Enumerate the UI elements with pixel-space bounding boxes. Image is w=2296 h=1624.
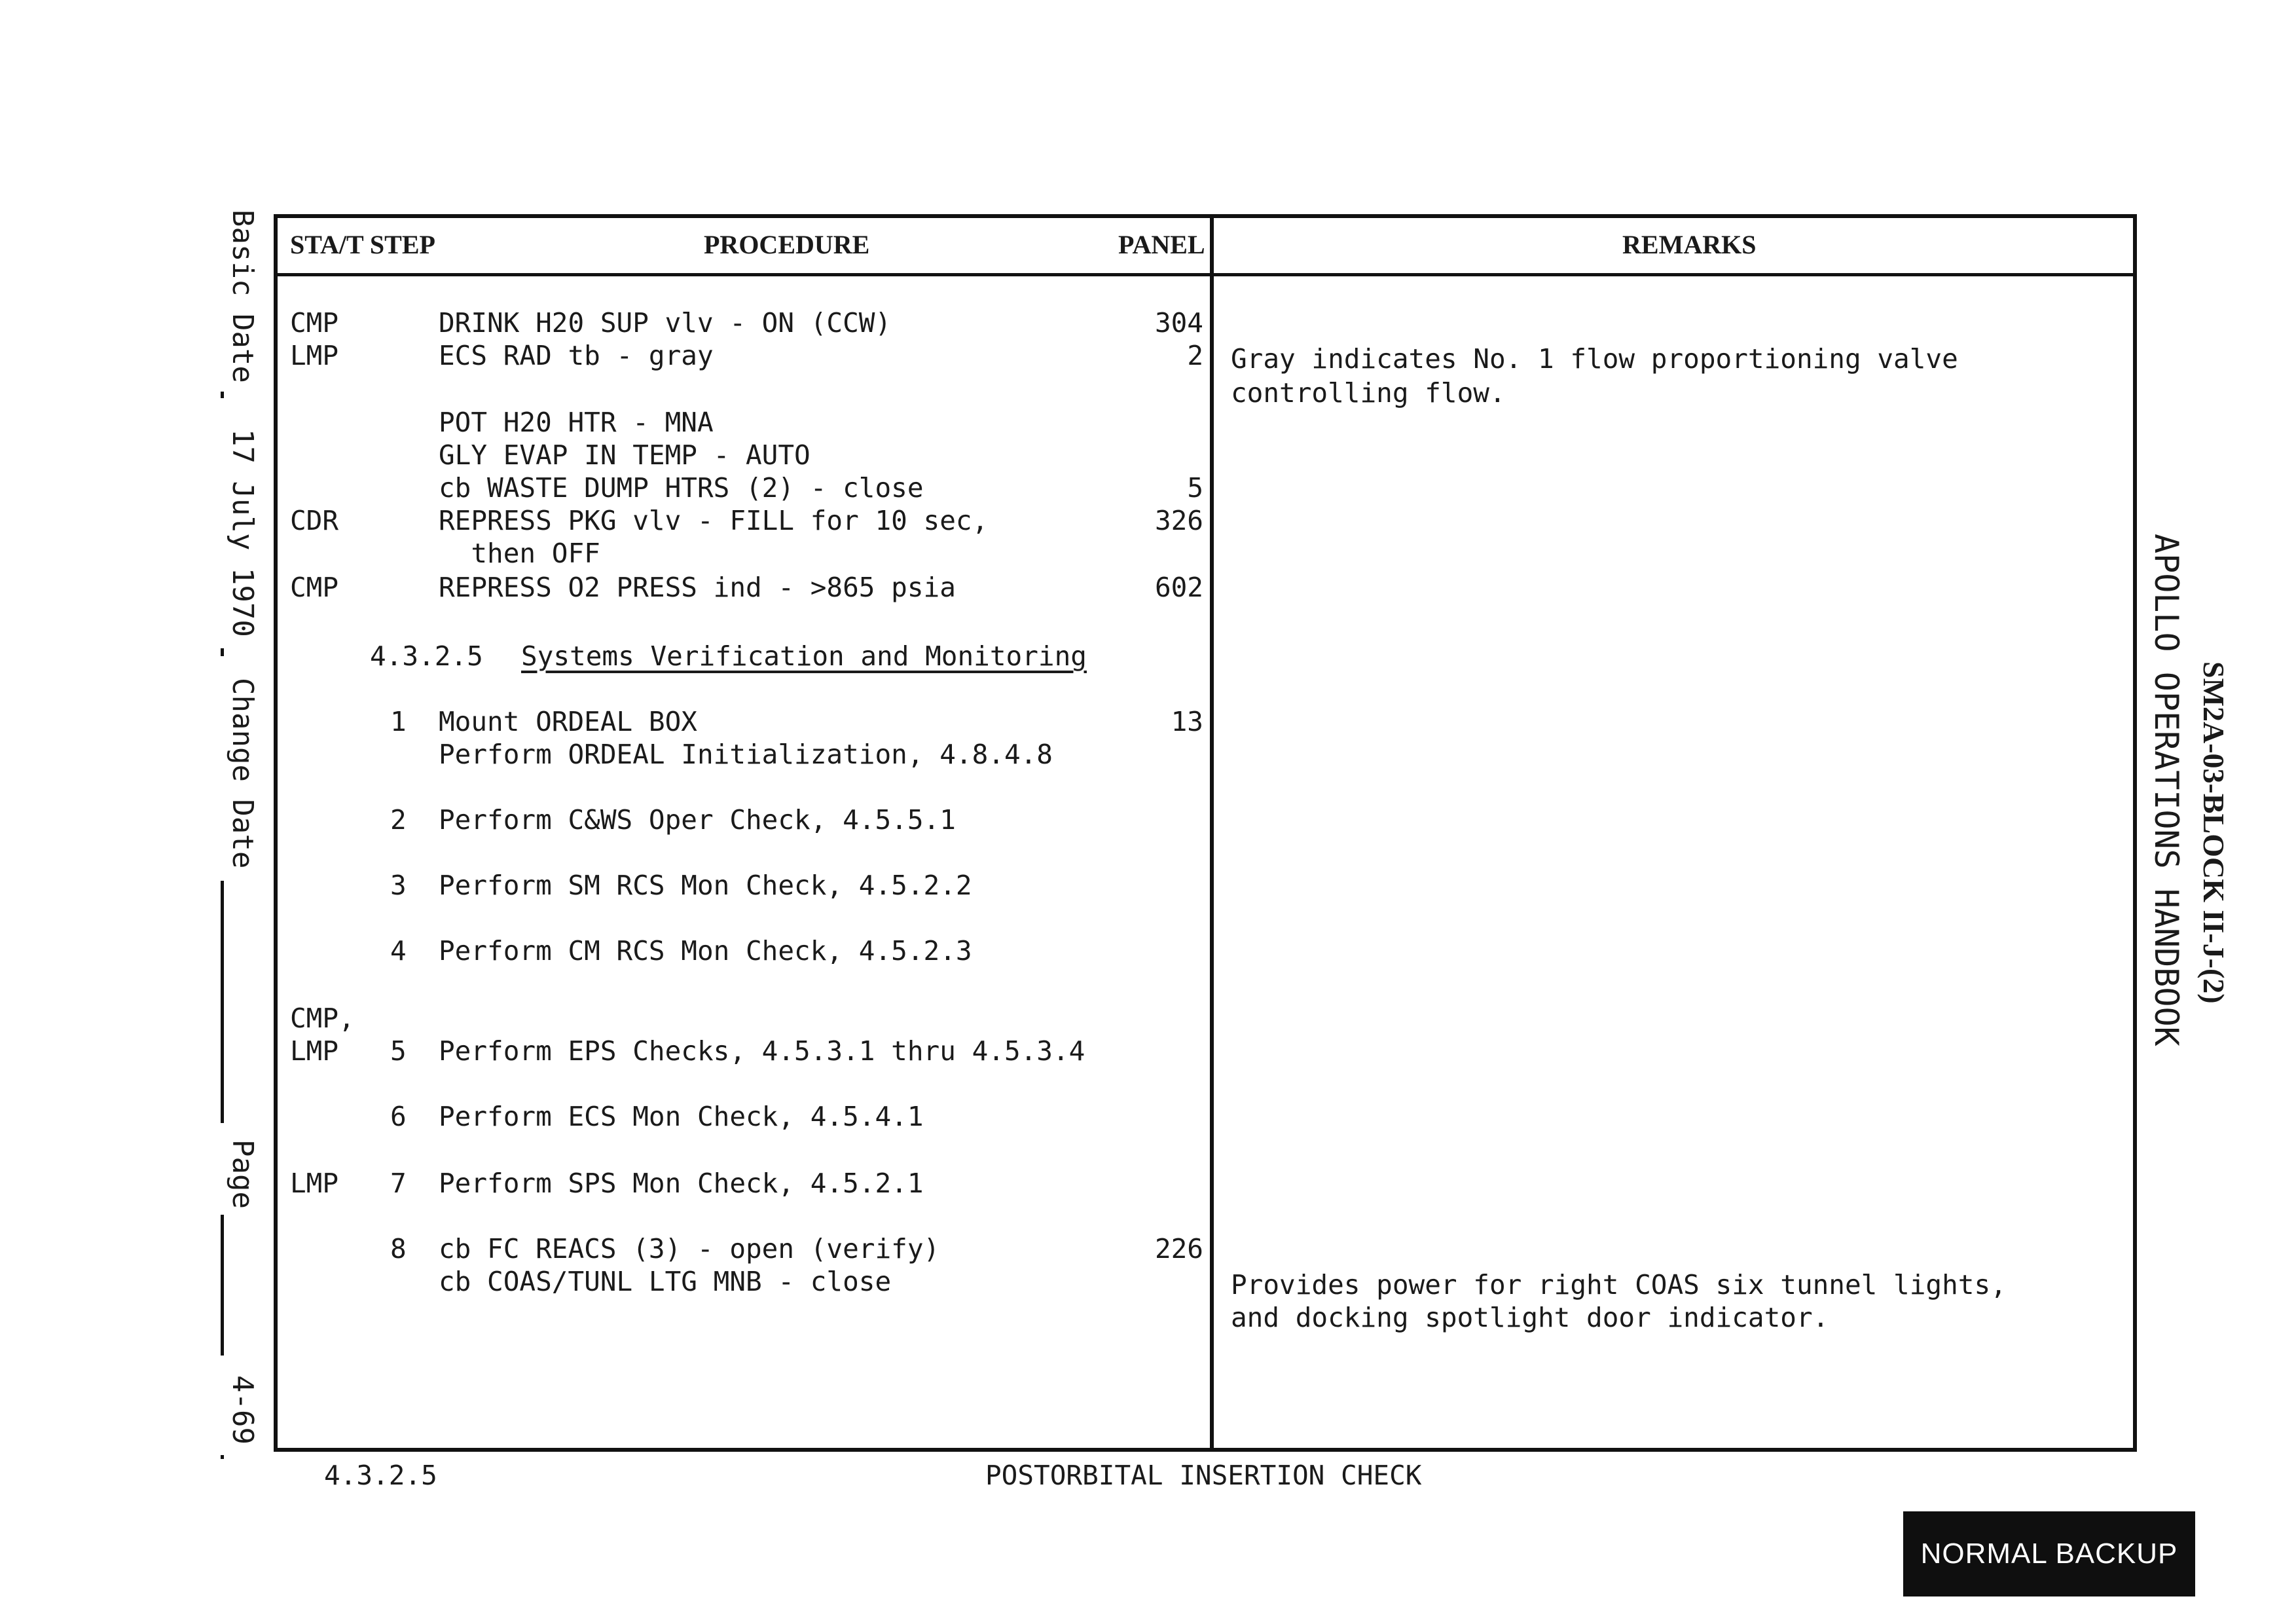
row-procedure: cb WASTE DUMP HTRS (2) - close [439, 472, 924, 504]
row-procedure: GLY EVAP IN TEMP - AUTO [439, 439, 811, 471]
margin-rule-5 [221, 1455, 224, 1459]
header-sta-step: STA/T STEP [290, 230, 435, 259]
step-procedure: Perform EPS Checks, 4.5.3.1 thru 4.5.3.4 [439, 1035, 1085, 1067]
change-date-label: Change Date [226, 678, 259, 869]
footer-title: POSTORBITAL INSERTION CHECK [985, 1460, 1422, 1491]
margin-rule-4 [221, 1215, 224, 1356]
step-procedure: cb FC REACS (3) - open (verify) [439, 1233, 940, 1264]
footer-section-number: 4.3.2.5 [324, 1460, 437, 1491]
row-sta: LMP [290, 340, 339, 371]
margin-rule-1 [221, 392, 224, 398]
step-number: 2 [390, 804, 407, 836]
step-panel: 226 [1154, 1233, 1203, 1264]
row-sta: CDR [290, 505, 339, 536]
step-procedure: Perform SM RCS Mon Check, 4.5.2.2 [439, 870, 972, 901]
row-panel: 5 [1187, 472, 1203, 504]
step-number: 6 [390, 1101, 407, 1132]
margin-rule-3 [221, 881, 224, 1123]
row-panel: 602 [1154, 572, 1203, 603]
row-panel: 304 [1154, 307, 1203, 339]
header-remarks: REMARKS [1622, 230, 1757, 259]
row-sta: CMP [290, 572, 339, 603]
section-number: 4.3.2.5 [370, 640, 483, 672]
step-procedure: cb COAS/TUNL LTG MNB - close [439, 1266, 892, 1297]
step-number: 7 [390, 1168, 407, 1199]
row-procedure: DRINK H20 SUP vlv - ON (CCW) [439, 307, 892, 339]
step-sta: LMP [290, 1168, 339, 1199]
row-procedure: REPRESS O2 PRESS ind - >865 psia [439, 572, 956, 603]
row-procedure: then OFF [439, 538, 600, 569]
row-remark: Gray indicates No. 1 flow proportioning valve [1231, 343, 1958, 375]
doc-id: SM2A-03-BLOCK II-J-(2) [2197, 661, 2231, 1004]
remark-lower-2: and docking spotlight door indicator. [1231, 1302, 1829, 1333]
step-sta: LMP [290, 1035, 339, 1067]
step-procedure: Mount ORDEAL BOX [439, 706, 697, 737]
row-procedure: POT H20 HTR - MNA [439, 407, 714, 438]
step-number: 3 [390, 870, 407, 901]
step-sta: CMP, [290, 1003, 355, 1034]
step-number: 1 [390, 706, 407, 737]
row-procedure: ECS RAD tb - gray [439, 340, 714, 371]
margin-rule-2 [221, 648, 224, 656]
row-panel: 2 [1187, 340, 1203, 371]
page-label: Page [226, 1139, 259, 1209]
basic-date-label: Basic Date [226, 210, 259, 383]
header-panel: PANEL [1118, 230, 1205, 259]
section-title: Systems Verification and Monitoring [521, 640, 1087, 672]
step-procedure: Perform SPS Mon Check, 4.5.2.1 [439, 1168, 924, 1199]
header-rule [274, 273, 2137, 276]
step-procedure: Perform ORDEAL Initialization, 4.8.4.8 [439, 739, 1053, 770]
handbook-title: APOLLO OPERATIONS HANDBOOK [2147, 534, 2185, 1046]
row-sta: CMP [290, 307, 339, 339]
row-remark: controlling flow. [1231, 377, 1506, 409]
basic-date: 17 July 1970 [226, 429, 259, 637]
step-procedure: Perform CM RCS Mon Check, 4.5.2.3 [439, 935, 972, 967]
step-panel: 13 [1171, 706, 1203, 737]
step-number: 8 [390, 1233, 407, 1264]
step-procedure: Perform C&WS Oper Check, 4.5.5.1 [439, 804, 956, 836]
step-number: 5 [390, 1035, 407, 1067]
row-procedure: REPRESS PKG vlv - FILL for 10 sec, [439, 505, 989, 536]
step-procedure: Perform ECS Mon Check, 4.5.4.1 [439, 1101, 924, 1132]
header-procedure: PROCEDURE [704, 230, 870, 259]
page-number: 4-69 [226, 1375, 259, 1445]
step-number: 4 [390, 935, 407, 967]
remark-lower-1: Provides power for right COAS six tunnel lights, [1231, 1269, 2007, 1301]
normal-backup-badge: NORMAL BACKUP [1903, 1511, 2195, 1596]
column-divider [1210, 214, 1214, 1452]
row-panel: 326 [1154, 505, 1203, 536]
